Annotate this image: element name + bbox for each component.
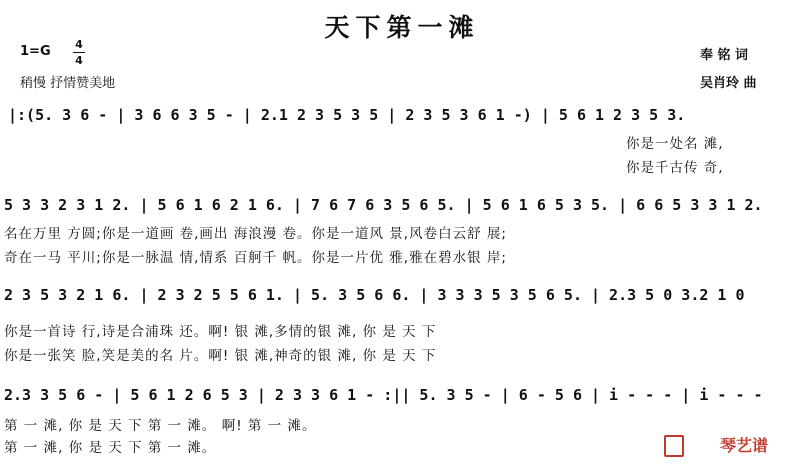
- notation-line-1: |:(5. 3 6 - | 3 6 6 3 5 - | 2.1 2 3 5 3 5 | 2 3 5 3 6 1 -) | 5 6 1 2 3 5 3.: [8, 106, 686, 124]
- lyric-line-1-verse-1: 你是一处名 滩,: [626, 136, 724, 152]
- time-signature: [73, 38, 85, 67]
- lyricist-credit: 奉 铭 词: [700, 48, 749, 63]
- lyric-line-3-verse-2: 你是一张笑 脸,笑是美的名 片。啊! 银 滩,神奇的银 滩, 你 是 天 下: [4, 348, 437, 364]
- notation-line-3: 2 3 5 3 2 1 6. | 2 3 2 5 5 6 1. | 5. 3 5 6 6. | 3 3 3 5 3 5 6 5. | 2.3 5 0 3.2 1 0: [4, 286, 745, 304]
- lyric-line-2-verse-2: 奇在一马 平川;你是一脉温 情,情系 百舸千 帆。你是一片优 雅,雅在碧水银 岸;: [4, 250, 507, 266]
- key-signature: 1=G: [20, 44, 51, 59]
- notation-line-4: 2.3 3 5 6 - | 5 6 1 2 6 5 3 | 2 3 3 6 1 - :|| 5. 3 5 - | 6 - 5 6 | i - - - | i - - -: [4, 386, 763, 404]
- lyric-line-2-verse-1: 名在万里 方圆;你是一道画 卷,画出 海浪漫 卷。你是一道风 景,风卷白云舒 展;: [4, 226, 507, 242]
- brand-watermark: 琴艺谱: [719, 436, 768, 455]
- song-title: 天下第一滩: [324, 13, 480, 42]
- lyric-line-4-verse-2: 第 一 滩, 你 是 天 下 第 一 滩。: [4, 440, 217, 456]
- notation-line-2: 5 3 3 2 3 1 2. | 5 6 1 6 2 1 6. | 7 6 7 6 3 5 6 5. | 5 6 1 6 5 3 5. | 6 6 5 3 3 1 2.: [4, 196, 763, 214]
- tempo-marking: 稍慢 抒情赞美地: [20, 76, 116, 91]
- lyric-line-4-verse-1: 第 一 滩, 你 是 天 下 第 一 滩。 啊! 第 一 滩。: [4, 418, 317, 434]
- piano-logo-icon: [664, 435, 684, 457]
- time-signature-bottom: 4: [75, 54, 83, 67]
- composer-credit: 吴肖玲 曲: [700, 76, 757, 91]
- time-signature-top: 4: [75, 38, 83, 51]
- lyric-line-1-verse-2: 你是千古传 奇,: [626, 160, 724, 176]
- lyric-line-3-verse-1: 你是一首诗 行,诗是合浦珠 还。啊! 银 滩,多情的银 滩, 你 是 天 下: [4, 324, 437, 340]
